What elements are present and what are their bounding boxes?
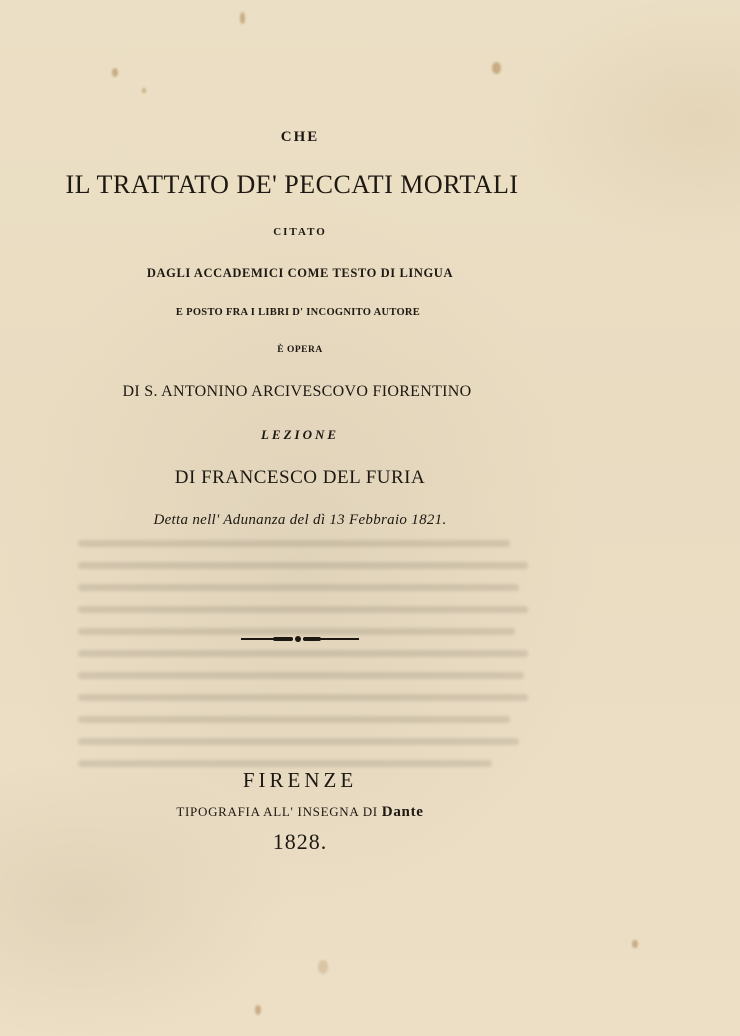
subject-author: DI S. ANTONINO ARCIVESCOVO FIORENTINO	[122, 383, 472, 400]
ornament-left-bar	[241, 638, 293, 640]
imprint-printer-name: Dante	[381, 804, 424, 820]
foxing-spot	[240, 12, 245, 24]
horizontal-rule-ornament	[241, 635, 359, 643]
foxing-spot	[318, 960, 328, 974]
foxing-spot	[142, 88, 146, 93]
lecture-date: Detta nell' Adunanza del dì 13 Febbraio 1821.	[153, 512, 447, 528]
subtitle-opera: È OPERA	[277, 345, 323, 355]
imprint-year: 1828.	[272, 829, 328, 854]
lecture-author: DI FRANCESCO DEL FURIA	[174, 467, 426, 488]
imprint-printer	[0, 804, 600, 821]
ornament-right-bar	[303, 638, 359, 640]
ornament-center-dot	[295, 636, 301, 642]
subtitle-posto: E POSTO FRA I LIBRI D' INCOGNITO AUTORE	[175, 307, 421, 318]
lezione-label: LEZIONE	[260, 427, 340, 442]
subtitle-dagli: DAGLI ACCADEMICI COME TESTO DI LINGUA	[146, 266, 454, 280]
heading-che: CHE	[280, 129, 320, 145]
main-title: IL TRATTATO DE' PECCATI MORTALI	[65, 170, 519, 199]
foxing-spot	[112, 68, 118, 77]
foxing-spot	[255, 1005, 261, 1015]
bleed-through-text	[78, 540, 528, 782]
imprint-printer-prefix: TIPOGRAFIA ALL' INSEGNA DI	[176, 804, 382, 819]
foxing-spot	[492, 62, 501, 74]
imprint-city: FIRENZE	[242, 768, 358, 792]
foxing-spot	[632, 940, 638, 948]
subtitle-citato: CITATO	[273, 226, 327, 238]
